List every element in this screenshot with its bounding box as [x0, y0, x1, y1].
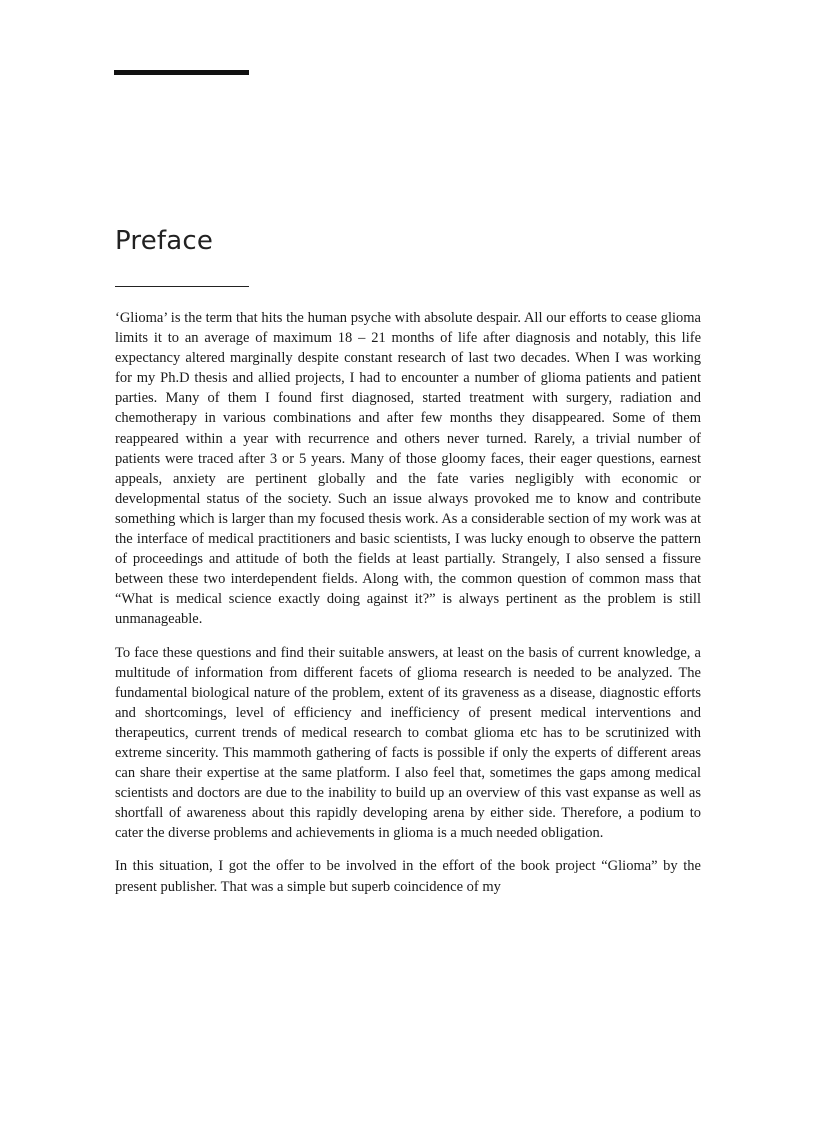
- title-underline-rule: [115, 286, 249, 287]
- page-title: Preface: [115, 226, 214, 256]
- preface-body: [115, 308, 701, 910]
- paragraph-1: ‘Glioma’ is the term that hits the human psyche with absolute despair. All our efforts to cease glioma limits it to an average of maximum 18 – 21 months of life after diagnosis and notably, this life expectancy altered marginally despite constant research of last two decades. When I was working for my Ph.D thesis and allied projects, I had to encounter a number of glioma patients and patient parties. Many of them I found first diagnosed, started treatment with surgery, radiation and chemotherapy in various combinations and after few months they disappeared. Some of them reappeared within a year with recurrence and others never turned. Rarely, a trivial number of patients were traced after 3 or 5 years. Many of those gloomy faces, their eager questions, earnest appeals, anxiety are pertinent globally and the fate varies negligibly with economic or developmental status of the society. Such an issue always provoked me to know and contribute something which is larger than my focused thesis work. As a considerable section of my work was at the interface of medical practitioners and basic scientists, I was lucky enough to observe the pattern of proceedings and attitude of both the fields at least partially. Strangely, I also sensed a fissure between these two interdependent fields. Along with, the common question of common mass that “What is medical science exactly doing against it?” is always pertinent as the problem is still unmanageable.: [115, 310, 701, 628]
- paragraph-2: To face these questions and find their suitable answers, at least on the basis of current knowledge, a multitude of information from different facets of glioma research is needed to be analyzed. The fundamental biological nature of the problem, extent of its graveness as a disease, diagnostic efforts and shortcomings, level of efficiency and inefficiency of present medical interventions and therapeutics, current trends of medical research to combat glioma etc has to be scrutinized with extreme sincerity. This mammoth gathering of facts is possible if only the experts of different areas can share their expertise at the same platform. I also feel that, sometimes the gaps among medical scientists and doctors are due to the inability to build up an overview of this vast expanse as well as shortfall of awareness about this rapidly developing arena by either side. Therefore, a podium to cater the diverse problems and achievements in glioma is a much needed obligation.: [115, 644, 701, 842]
- top-decorative-rule: [114, 70, 249, 75]
- paragraph-3: In this situation, I got the offer to be involved in the effort of the book project “Glioma” by the present publisher. That was a simple but superb coincidence of my: [115, 858, 701, 895]
